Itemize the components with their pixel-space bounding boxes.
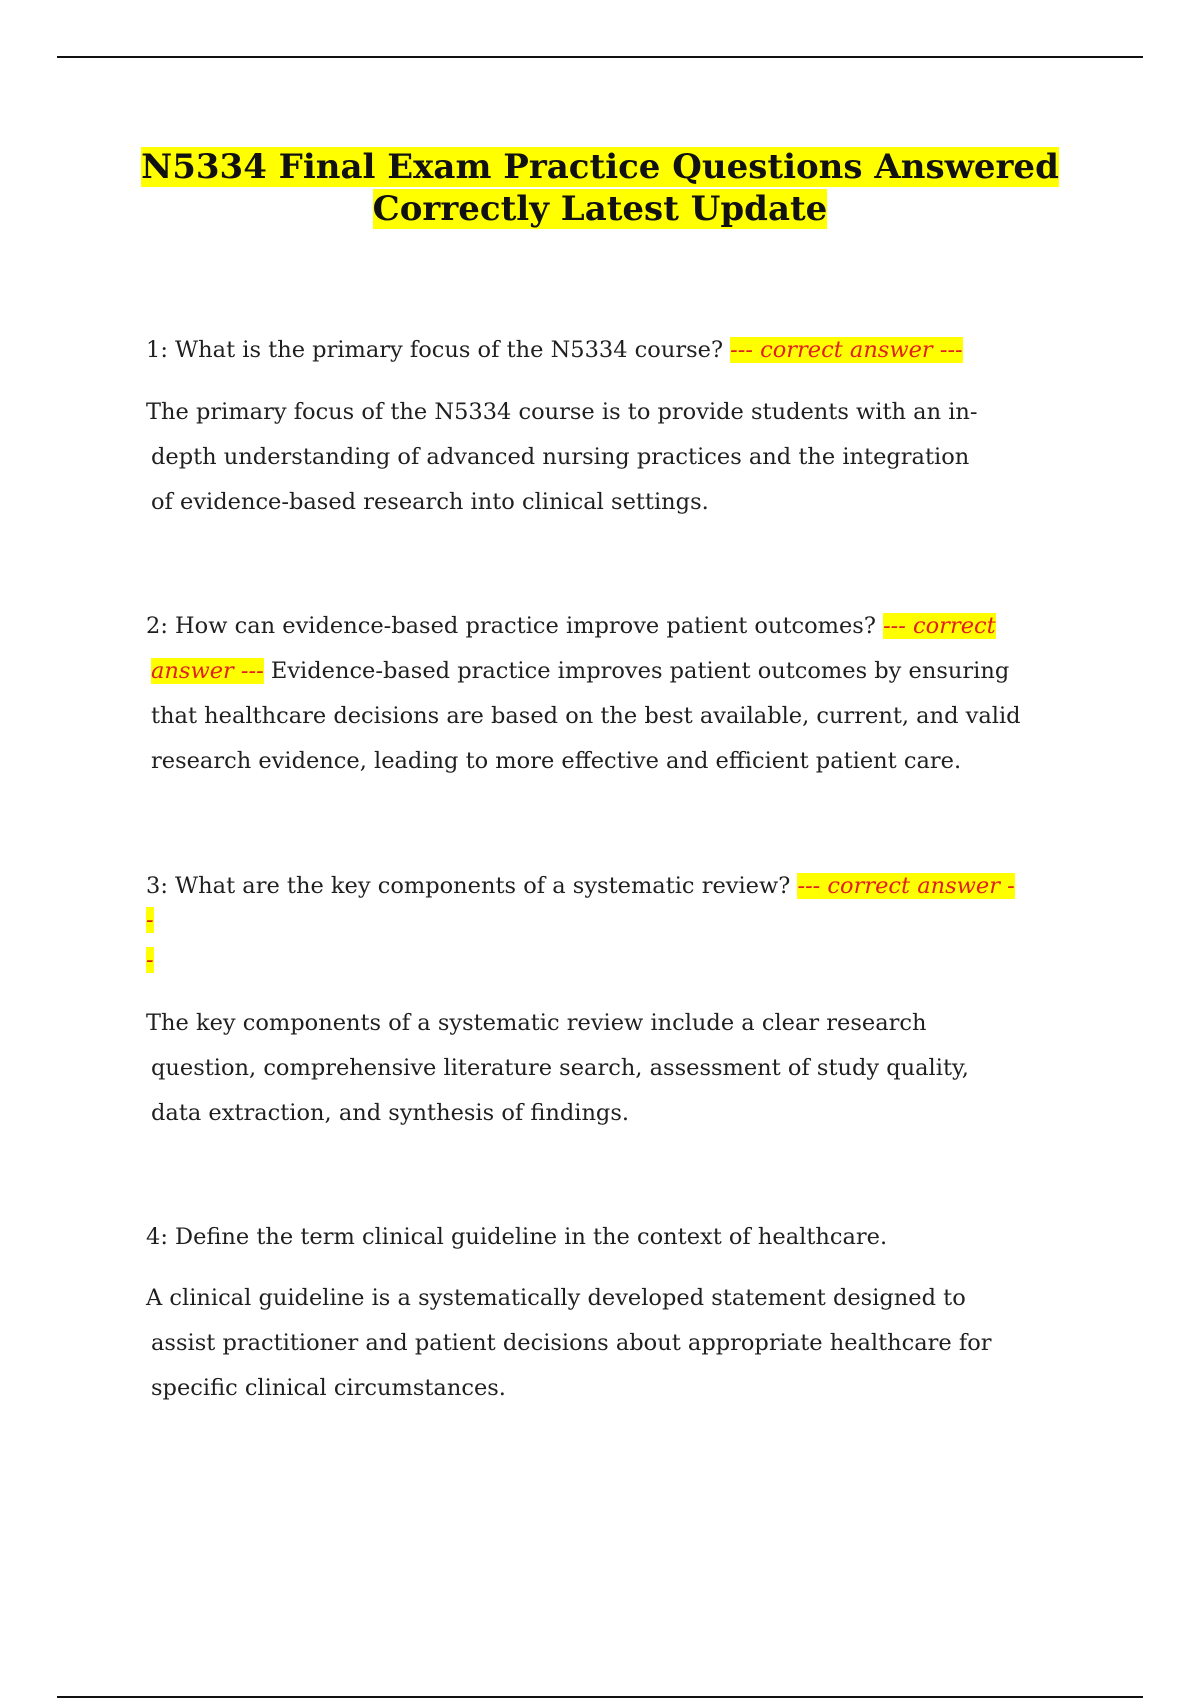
answer-1 [146,390,1091,525]
question-3-prompt: 3: What are the key components of a systematic review? [146,873,791,899]
question-2-prompt: 2: How can evidence-based practice improve patient outcomes? [146,613,876,639]
question-1-answer-marker: --- correct answer --- [730,337,963,363]
question-3-answer-marker-part1: --- correct answer - [797,873,1015,899]
title-line-2: Correctly Latest Update [372,189,828,229]
answer-4-line-2: assist practitioner and patient decisions about appropriate healthcare for [151,1330,992,1356]
document-title [60,146,1140,230]
title-line-1: N5334 Final Exam Practice Questions Answered [141,147,1059,187]
answer-4-line-3: specific clinical circumstances. [151,1375,506,1401]
answer-1-line-3: of evidence-based research into clinical settings. [151,489,709,515]
question-2-line-1 [146,604,1091,649]
answer-3 [146,1001,1091,1136]
question-4 [146,1215,1091,1260]
answer-1-line-2: depth understanding of advanced nursing practices and the integration [151,444,970,470]
question-2-answer-marker-part1: --- correct [883,613,996,639]
question-2-answer-marker-part2: answer --- [151,658,264,684]
answer-4-line-1: A clinical guideline is a systematically developed statement designed to [146,1285,966,1311]
question-3-marker-line-3 [146,940,1091,980]
answer-3-line-2: question, comprehensive literature search, assessment of study quality, [151,1055,969,1081]
answer-2-inline: Evidence-based practice improves patient outcomes by ensuring [270,658,1010,684]
question-3-marker-tail [146,900,1091,980]
question-2-line-2 [146,649,1091,694]
question-1-text [146,328,1091,373]
bottom-rule [57,1696,1143,1698]
answer-3-line-1: The key components of a systematic review include a clear research [146,1010,927,1036]
answer-3-line-3: data extraction, and synthesis of findings. [151,1100,630,1126]
question-1 [146,328,1091,373]
question-4-prompt: 4: Define the term clinical guideline in the context of healthcare. [146,1224,888,1250]
answer-1-line-1: The primary focus of the N5334 course is to provide students with an in- [146,399,978,425]
question-3-answer-marker-part3: - [146,947,154,973]
answer-2-line-1: that healthcare decisions are based on the best available, current, and valid [151,703,1021,729]
question-3-marker-line-2 [146,900,1091,940]
question-3-answer-marker-part2: - [146,907,154,933]
answer-4 [146,1276,1091,1411]
question-2 [146,604,1091,784]
question-1-prompt: 1: What is the primary focus of the N5334 course? [146,337,724,363]
top-rule [57,56,1143,58]
answer-2-line-2: research evidence, leading to more effective and efficient patient care. [151,748,962,774]
